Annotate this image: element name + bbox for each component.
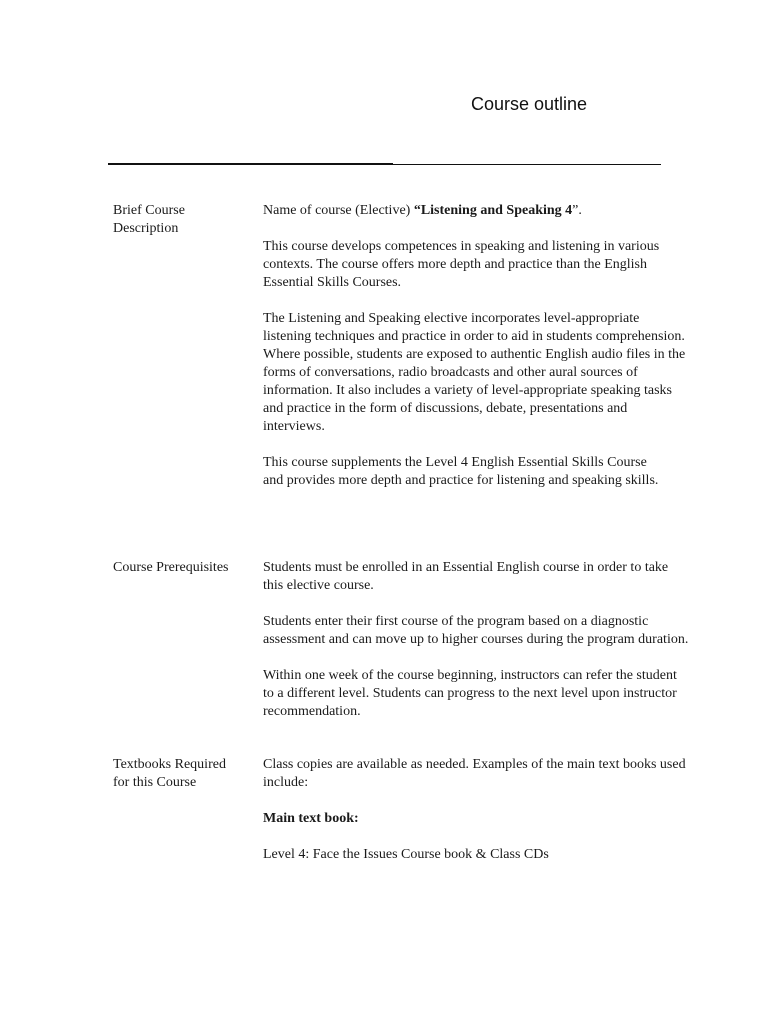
level-4-textbook-item: Level 4: Face the Issues Course book & Class CDs	[263, 847, 549, 862]
prereq-paragraph-1	[263, 559, 733, 595]
prerequisites-label	[113, 559, 253, 577]
prerequisites-body	[263, 559, 733, 721]
text-line: Essential Skills Courses.	[263, 275, 402, 290]
textbooks-body	[263, 756, 733, 864]
text-line: interviews.	[263, 419, 325, 434]
text-line: The Listening and Speaking elective incorporates level-appropriate	[263, 311, 640, 326]
textbooks-label-line1: Textbooks Required	[113, 757, 226, 772]
text-line: Where possible, students are exposed to authentic English audio files in the	[263, 347, 686, 362]
text-line: information. It also includes a variety of level-appropriate speaking tasks	[263, 383, 672, 398]
text-line: Class copies are available as needed. Examples of the main text books used	[263, 757, 686, 772]
text-line: This course develops competences in speaking and listening in various	[263, 239, 660, 254]
text-line: Students enter their first course of the program based on a diagnostic	[263, 614, 649, 629]
course-name-line	[263, 202, 733, 220]
page-title: Course outline	[471, 94, 588, 114]
textbooks-paragraph-1	[263, 756, 733, 792]
course-name-suffix: ”.	[572, 203, 582, 218]
text-line: Within one week of the course beginning, instructors can refer the student	[263, 668, 677, 683]
title-underline-thick	[108, 163, 393, 165]
text-line: This course supplements the Level 4 English Essential Skills Course	[263, 455, 647, 470]
brief-paragraph-3	[263, 454, 733, 490]
brief-description-body	[263, 202, 733, 490]
textbooks-label	[113, 756, 253, 792]
text-line: and practice in the form of discussions, debate, presentations and	[263, 401, 628, 416]
brief-description-label	[113, 202, 253, 238]
title-underline-thin	[393, 164, 661, 165]
text-line: listening techniques and practice in order to aid in students comprehension.	[263, 329, 685, 344]
prereq-paragraph-3	[263, 667, 733, 721]
textbooks-label-line2: for this Course	[113, 775, 197, 790]
text-line: contexts. The course offers more depth and practice than the English	[263, 257, 647, 272]
prereq-paragraph-2	[263, 613, 733, 649]
text-line: this elective course.	[263, 578, 374, 593]
prereq-label-text: Course Prerequisites	[113, 560, 229, 575]
text-line: Students must be enrolled in an Essential English course in order to take	[263, 560, 669, 575]
brief-label-line2: Description	[113, 221, 179, 236]
course-name-prefix: Name of course (Elective)	[263, 203, 414, 218]
brief-label-line1: Brief Course	[113, 203, 185, 218]
text-line: and provides more depth and practice for listening and speaking skills.	[263, 473, 659, 488]
text-line: forms of conversations, radio broadcasts and other aural sources of	[263, 365, 638, 380]
brief-paragraph-1	[263, 238, 733, 292]
text-line: to a different level. Students can progress to the next level upon instructor	[263, 686, 677, 701]
text-line: include:	[263, 775, 309, 790]
main-text-book-heading: Main text book:	[263, 811, 359, 826]
text-line: recommendation.	[263, 704, 361, 719]
text-line: assessment and can move up to higher courses during the program duration.	[263, 632, 689, 647]
brief-paragraph-2	[263, 310, 733, 436]
course-name-value: “Listening and Speaking 4	[413, 203, 573, 218]
